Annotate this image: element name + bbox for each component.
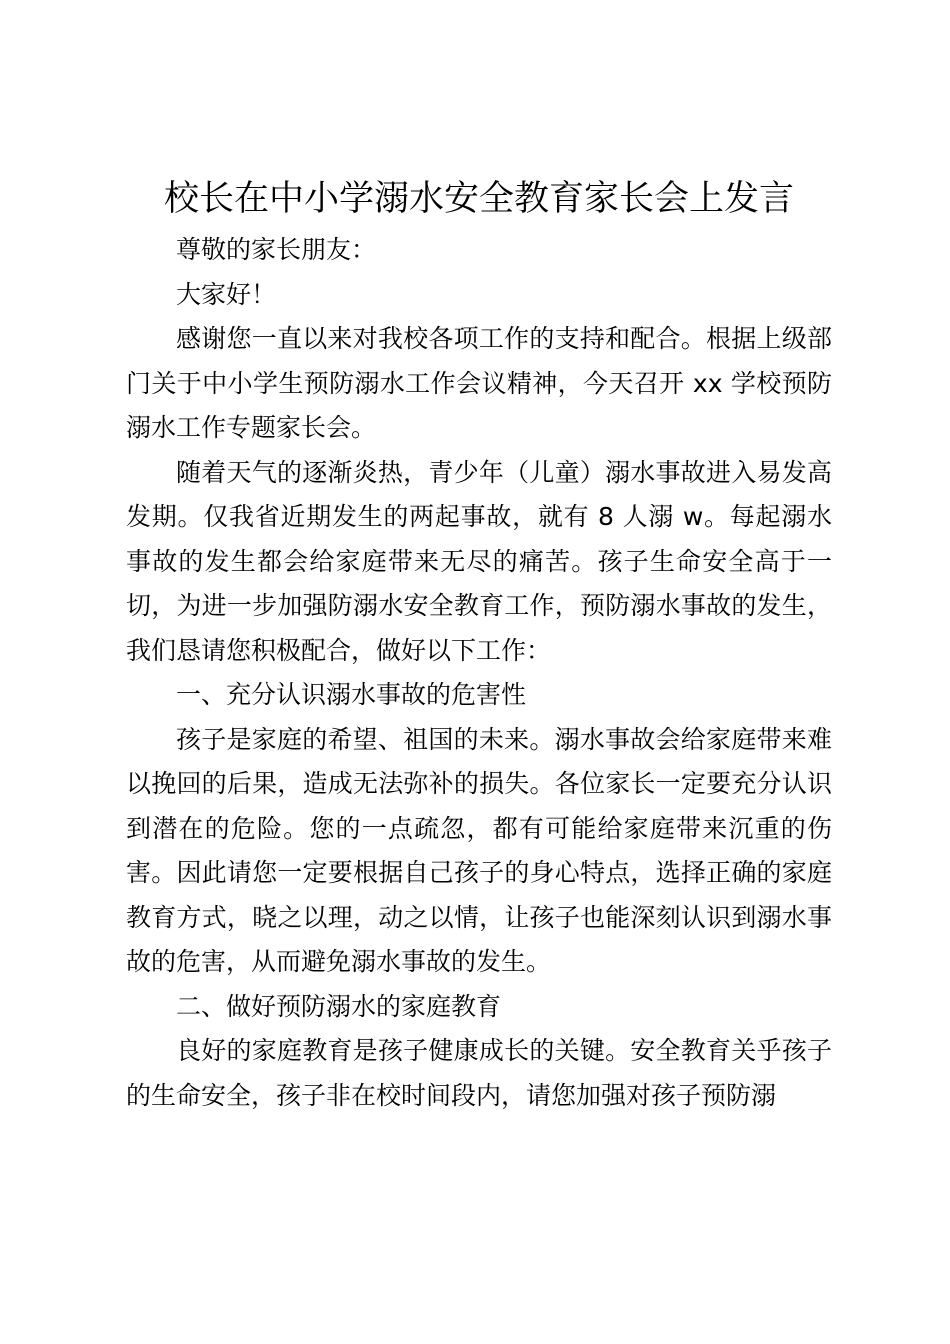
paragraph-background: 随着天气的逐渐炎热，青少年（儿童）溺水事故进入易发高发期。仅我省近期发生的两起事故，就有 8 人溺 w。每起溺水事故的发生都会给家庭带来无尽的痛苦。孩子生命安全高于一切，为进一步加强防溺水安全教育工作，预防溺水事故的发生，我们恳请您积极配合，做好以下工作：	[126, 457, 832, 665]
salutation: 尊敬的家长朋友：	[176, 235, 377, 264]
section-heading-1: 一、充分认识溺水事故的危害性	[176, 680, 527, 709]
paragraph-section-2: 良好的家庭教育是孩子健康成长的关键。安全教育关乎孩子的生命安全，孩子非在校时间段内，请您加强对孩子预防溺	[126, 1036, 832, 1110]
document-title: 校长在中小学溺水安全教育家长会上发言	[163, 179, 794, 219]
section-heading-2: 二、做好预防溺水的家庭教育	[176, 991, 502, 1021]
paragraph-intro: 感谢您一直以来对我校各项工作的支持和配合。根据上级部门关于中小学生预防溺水工作会议精神，今天召开 xx 学校预防溺水工作专题家长会。	[126, 324, 832, 442]
document-page	[126, 170, 832, 1118]
paragraph-section-1: 孩子是家庭的希望、祖国的未来。溺水事故会给家庭带来难以挽回的后果，造成无法弥补的损失。各位家长一定要充分认识到潜在的危险。您的一点疏忽，都有可能给家庭带来沉重的伤害。因此请您一定要根据自己孩子的身心特点，选择正确的家庭教育方式，晓之以理，动之以情，让孩子也能深刻认识到溺水事故的危害，从而避免溺水事故的发生。	[126, 724, 832, 976]
greeting: 大家好！	[176, 279, 277, 309]
